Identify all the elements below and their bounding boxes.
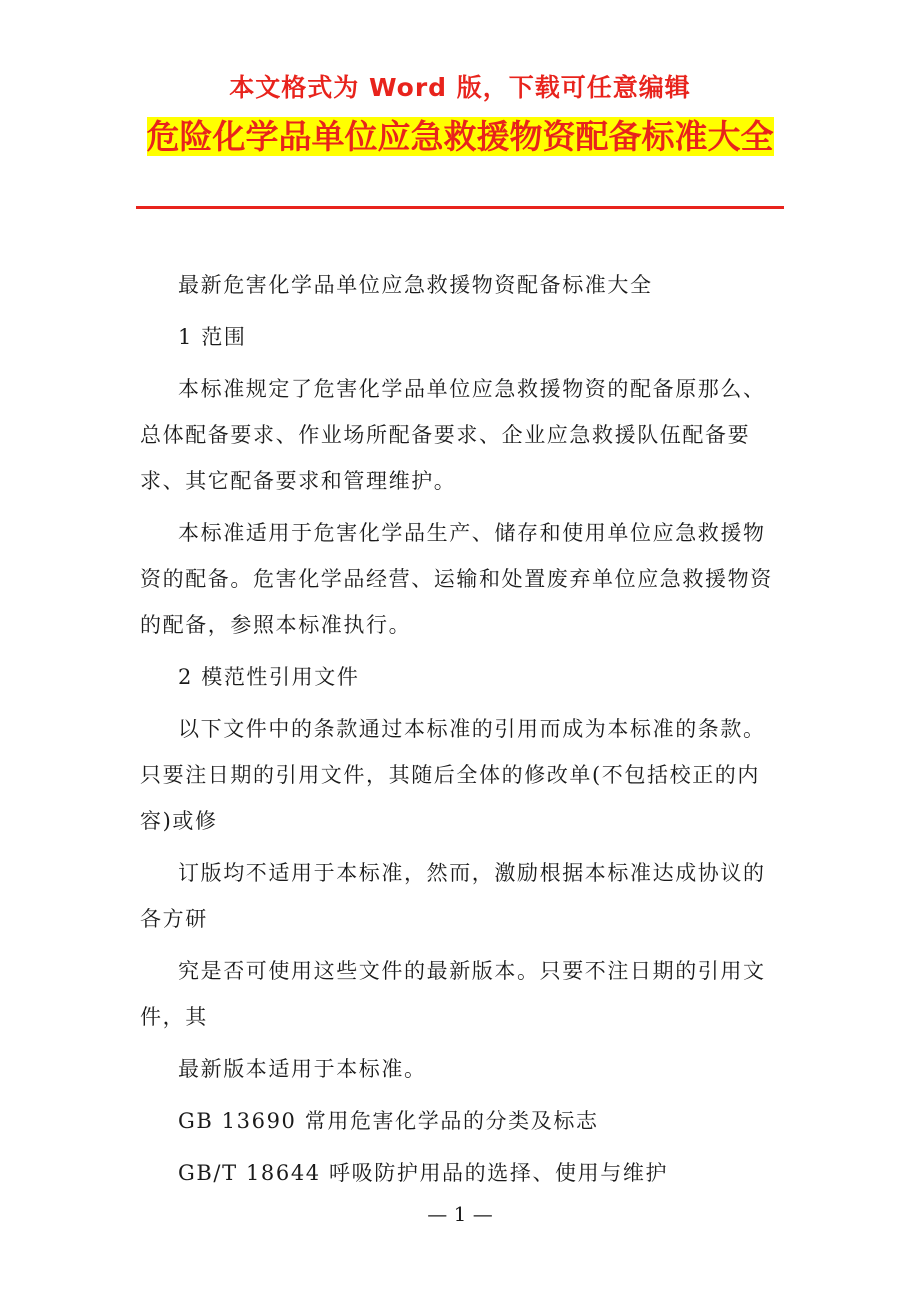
title-divider — [136, 206, 784, 209]
document-title-text: 危险化学品单位应急救援物资配备标准大全 — [146, 117, 774, 156]
paragraph: 以下文件中的条款通过本标准的引用而成为本标准的条款。只要注日期的引用文件，其随后全体的修改单(不包括校正的内容)或修 — [140, 717, 766, 833]
paragraph: 订版均不适用于本标准，然而，激励根据本标准达成协议的各方研 — [140, 861, 766, 931]
format-notice: 本文格式为 Word 版，下载可任意编辑 — [229, 73, 691, 102]
document-body — [140, 262, 776, 1202]
reference-item: GB/T 18644 呼吸防护用品的选择、使用与维护 — [178, 1161, 669, 1185]
paragraph: 本标准规定了危害化学品单位应急救援物资的配备原那么、总体配备要求、作业场所配备要求、企业应急救援队伍配备要求、其它配备要求和管理维护。 — [140, 377, 766, 493]
paragraph: 究是否可使用这些文件的最新版本。只要不注日期的引用文件，其 — [140, 959, 766, 1029]
section-heading-references: 2 模范性引用文件 — [178, 665, 360, 689]
reference-item: GB 13690 常用危害化学品的分类及标志 — [178, 1109, 599, 1133]
paragraph: 最新版本适用于本标准。 — [178, 1057, 427, 1081]
page-number: — 1 — — [427, 1202, 493, 1226]
paragraph-subtitle: 最新危害化学品单位应急救援物资配备标准大全 — [178, 273, 653, 297]
document-title — [140, 112, 780, 162]
paragraph: 本标准适用于危害化学品生产、储存和使用单位应急救援物资的配备。危害化学品经营、运输和处置废弃单位应急救援物资的配备，参照本标准执行。 — [140, 521, 773, 637]
section-heading-scope: 1 范围 — [178, 325, 247, 349]
